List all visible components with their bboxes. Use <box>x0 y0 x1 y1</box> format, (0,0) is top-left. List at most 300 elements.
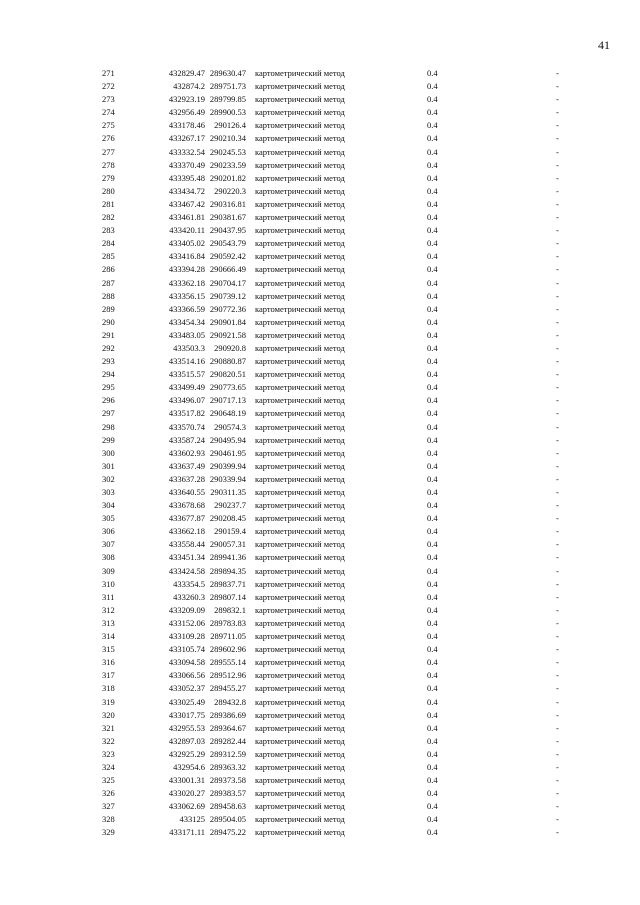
point-number-cell: 303 <box>102 487 115 497</box>
coordinate-x-cell: 433434.72 <box>168 185 205 196</box>
coordinate-x-cell: 433062.69 <box>168 801 205 812</box>
accuracy-cell: 0.4 <box>427 133 438 144</box>
table-row <box>0 198 640 211</box>
coordinate-x-cell: 433395.48 <box>168 172 205 183</box>
point-number-cell: 320 <box>102 709 115 720</box>
coordinate-x-cell: 433020.27 <box>168 788 205 799</box>
method-cell: картометрический метод <box>255 775 345 786</box>
method-cell: картометрический метод <box>255 683 345 694</box>
table-row <box>0 826 640 839</box>
coordinate-y-cell: 290717.13 <box>209 395 246 406</box>
accuracy-cell: 0.4 <box>427 225 438 236</box>
coordinate-x-cell: 432956.49 <box>168 107 205 118</box>
point-number-cell: 312 <box>102 604 115 615</box>
method-cell: картометрический метод <box>255 722 345 733</box>
note-cell: - <box>556 408 559 419</box>
coordinate-x-cell: 433503.3 <box>173 342 205 353</box>
accuracy-cell: 0.4 <box>427 473 438 484</box>
accuracy-cell: 0.4 <box>427 500 438 511</box>
accuracy-cell: 0.4 <box>427 120 438 131</box>
table-row <box>0 316 640 329</box>
note-cell: - <box>556 382 559 393</box>
point-number-cell: 317 <box>102 670 115 681</box>
table-row <box>0 774 640 787</box>
coordinate-x-cell: 433066.56 <box>168 670 205 681</box>
accuracy-cell: 0.4 <box>427 369 438 380</box>
point-number-cell: 298 <box>102 421 115 432</box>
table-row <box>0 368 640 381</box>
accuracy-cell: 0.4 <box>427 552 438 563</box>
point-number-cell: 289 <box>102 303 115 314</box>
coordinate-x-cell: 433570.74 <box>168 421 205 432</box>
note-cell: - <box>556 133 559 144</box>
point-number-cell: 283 <box>102 225 115 236</box>
method-cell: картометрический метод <box>255 735 345 746</box>
note-cell: - <box>556 120 559 131</box>
accuracy-cell: 0.4 <box>427 447 438 458</box>
method-cell: картометрический метод <box>255 421 345 432</box>
accuracy-cell: 0.4 <box>427 290 438 301</box>
coordinate-y-cell: 290339.94 <box>209 473 246 484</box>
coordinate-y-cell: 290159.4 <box>214 526 246 537</box>
note-cell: - <box>556 604 559 615</box>
coordinate-y-cell: 289312.59 <box>209 748 246 759</box>
coordinate-y-cell: 290057.31 <box>209 539 246 550</box>
method-cell: картометрический метод <box>255 670 345 681</box>
coordinate-y-cell: 290901.84 <box>209 316 246 327</box>
note-cell: - <box>556 395 559 406</box>
note-cell: - <box>556 290 559 301</box>
note-cell: - <box>556 670 559 681</box>
point-number-cell: 275 <box>102 120 115 131</box>
note-cell: - <box>556 434 559 445</box>
method-cell: картометрический метод <box>255 133 345 144</box>
note-cell: - <box>556 329 559 340</box>
table-row <box>0 591 640 604</box>
accuracy-cell: 0.4 <box>427 421 438 432</box>
table-row <box>0 263 640 276</box>
table-row <box>0 696 640 709</box>
method-cell: картометрический метод <box>255 460 345 471</box>
coordinate-y-cell: 290880.87 <box>209 356 246 367</box>
note-cell: - <box>556 172 559 183</box>
accuracy-cell: 0.4 <box>427 565 438 576</box>
method-cell: картометрический метод <box>255 238 345 249</box>
coordinate-x-cell: 433662.18 <box>168 526 205 537</box>
table-row <box>0 709 640 722</box>
coordinate-x-cell: 433461.81 <box>168 212 205 223</box>
coordinate-y-cell: 289373.58 <box>209 775 246 786</box>
note-cell: - <box>556 460 559 471</box>
table-row <box>0 342 640 355</box>
accuracy-cell: 0.4 <box>427 696 438 707</box>
note-cell: - <box>556 827 559 838</box>
point-number-cell: 280 <box>102 185 115 196</box>
method-cell: картометрический метод <box>255 212 345 223</box>
point-number-cell: 305 <box>102 513 115 524</box>
table-row <box>0 565 640 578</box>
note-cell: - <box>556 775 559 786</box>
coordinate-x-cell: 433416.84 <box>168 251 205 262</box>
accuracy-cell: 0.4 <box>427 604 438 615</box>
coordinate-y-cell: 290648.19 <box>209 408 246 419</box>
note-cell: - <box>556 81 559 92</box>
coordinate-y-cell: 290381.67 <box>209 212 246 223</box>
accuracy-cell: 0.4 <box>427 709 438 720</box>
accuracy-cell: 0.4 <box>427 68 438 78</box>
accuracy-cell: 0.4 <box>427 487 438 497</box>
accuracy-cell: 0.4 <box>427 94 438 105</box>
note-cell: - <box>556 68 559 78</box>
accuracy-cell: 0.4 <box>427 761 438 772</box>
accuracy-cell: 0.4 <box>427 722 438 733</box>
coordinate-x-cell: 433105.74 <box>168 644 205 655</box>
method-cell: картометрический метод <box>255 539 345 550</box>
accuracy-cell: 0.4 <box>427 408 438 419</box>
coordinate-x-cell: 432925.29 <box>168 748 205 759</box>
accuracy-cell: 0.4 <box>427 356 438 367</box>
coordinate-x-cell: 432954.6 <box>173 761 205 772</box>
method-cell: картометрический метод <box>255 251 345 262</box>
table-row <box>0 277 640 290</box>
table-row <box>0 643 640 656</box>
table-row <box>0 722 640 735</box>
point-number-cell: 272 <box>102 81 115 92</box>
table-row <box>0 761 640 774</box>
point-number-cell: 274 <box>102 107 115 118</box>
method-cell: картометрический метод <box>255 369 345 380</box>
note-cell: - <box>556 539 559 550</box>
coordinate-x-cell: 432923.19 <box>168 94 205 105</box>
method-cell: картометрический метод <box>255 578 345 589</box>
point-number-cell: 278 <box>102 159 115 170</box>
point-number-cell: 301 <box>102 460 115 471</box>
coordinate-x-cell: 432955.53 <box>168 722 205 733</box>
note-cell: - <box>556 644 559 655</box>
table-row <box>0 748 640 761</box>
method-cell: картометрический метод <box>255 264 345 275</box>
method-cell: картометрический метод <box>255 68 345 78</box>
table-row <box>0 185 640 198</box>
table-row <box>0 551 640 564</box>
table-row <box>0 159 640 172</box>
point-number-cell: 326 <box>102 788 115 799</box>
method-cell: картометрический метод <box>255 604 345 615</box>
point-number-cell: 325 <box>102 775 115 786</box>
coordinate-y-cell: 289941.36 <box>209 552 246 563</box>
note-cell: - <box>556 748 559 759</box>
accuracy-cell: 0.4 <box>427 657 438 668</box>
table-row <box>0 669 640 682</box>
table-row <box>0 290 640 303</box>
note-cell: - <box>556 709 559 720</box>
table-row <box>0 329 640 342</box>
accuracy-cell: 0.4 <box>427 316 438 327</box>
point-number-cell: 316 <box>102 657 115 668</box>
coordinate-y-cell: 290704.17 <box>209 277 246 288</box>
coordinate-y-cell: 289807.14 <box>209 591 246 602</box>
note-cell: - <box>556 526 559 537</box>
coordinate-y-cell: 290245.53 <box>209 146 246 157</box>
accuracy-cell: 0.4 <box>427 212 438 223</box>
method-cell: картометрический метод <box>255 81 345 92</box>
coordinate-x-cell: 433514.16 <box>168 356 205 367</box>
coordinate-y-cell: 290921.58 <box>209 329 246 340</box>
accuracy-cell: 0.4 <box>427 277 438 288</box>
note-cell: - <box>556 212 559 223</box>
method-cell: картометрический метод <box>255 146 345 157</box>
note-cell: - <box>556 565 559 576</box>
coordinate-y-cell: 290437.95 <box>209 225 246 236</box>
method-cell: картометрический метод <box>255 748 345 759</box>
coordinate-y-cell: 289383.57 <box>209 788 246 799</box>
method-cell: картометрический метод <box>255 395 345 406</box>
point-number-cell: 273 <box>102 94 115 105</box>
point-number-cell: 292 <box>102 342 115 353</box>
point-number-cell: 285 <box>102 251 115 262</box>
note-cell: - <box>556 238 559 249</box>
note-cell: - <box>556 487 559 497</box>
table-row <box>0 630 640 643</box>
coordinate-x-cell: 433483.05 <box>168 329 205 340</box>
coordinate-x-cell: 433362.18 <box>168 277 205 288</box>
coordinate-y-cell: 289894.35 <box>209 565 246 576</box>
table-row <box>0 800 640 813</box>
method-cell: картометрический метод <box>255 814 345 825</box>
coordinate-y-cell: 289832.1 <box>214 604 246 615</box>
table-row <box>0 787 640 800</box>
accuracy-cell: 0.4 <box>427 513 438 524</box>
point-number-cell: 286 <box>102 264 115 275</box>
point-number-cell: 276 <box>102 133 115 144</box>
point-number-cell: 319 <box>102 696 115 707</box>
coordinate-x-cell: 433094.58 <box>168 657 205 668</box>
method-cell: картометрический метод <box>255 513 345 524</box>
coordinate-y-cell: 289900.53 <box>209 107 246 118</box>
accuracy-cell: 0.4 <box>427 198 438 209</box>
accuracy-cell: 0.4 <box>427 801 438 812</box>
table-row <box>0 303 640 316</box>
accuracy-cell: 0.4 <box>427 578 438 589</box>
accuracy-cell: 0.4 <box>427 670 438 681</box>
coordinate-y-cell: 290237.7 <box>214 500 246 511</box>
coordinate-y-cell: 289363.32 <box>209 761 246 772</box>
method-cell: картометрический метод <box>255 565 345 576</box>
coordinate-x-cell: 432897.03 <box>168 735 205 746</box>
method-cell: картометрический метод <box>255 447 345 458</box>
coordinate-y-cell: 290233.59 <box>209 159 246 170</box>
point-number-cell: 327 <box>102 801 115 812</box>
point-number-cell: 271 <box>102 68 115 78</box>
method-cell: картометрический метод <box>255 290 345 301</box>
table-row <box>0 132 640 145</box>
coordinate-x-cell: 433394.28 <box>168 264 205 275</box>
table-row <box>0 237 640 250</box>
coordinate-x-cell: 433637.28 <box>168 473 205 484</box>
point-number-cell: 318 <box>102 683 115 694</box>
note-cell: - <box>556 94 559 105</box>
coordinate-y-cell: 289364.67 <box>209 722 246 733</box>
point-number-cell: 310 <box>102 578 115 589</box>
note-cell: - <box>556 185 559 196</box>
method-cell: картометрический метод <box>255 500 345 511</box>
coordinate-y-cell: 289751.73 <box>209 81 246 92</box>
accuracy-cell: 0.4 <box>427 591 438 602</box>
coordinate-y-cell: 290574.3 <box>214 421 246 432</box>
accuracy-cell: 0.4 <box>427 788 438 799</box>
table-row <box>0 578 640 591</box>
coordinate-x-cell: 433424.58 <box>168 565 205 576</box>
method-cell: картометрический метод <box>255 657 345 668</box>
method-cell: картометрический метод <box>255 172 345 183</box>
coordinate-x-cell: 433001.31 <box>168 775 205 786</box>
point-number-cell: 300 <box>102 447 115 458</box>
accuracy-cell: 0.4 <box>427 342 438 353</box>
accuracy-cell: 0.4 <box>427 107 438 118</box>
note-cell: - <box>556 473 559 484</box>
coordinate-y-cell: 289602.96 <box>209 644 246 655</box>
method-cell: картометрический метод <box>255 801 345 812</box>
accuracy-cell: 0.4 <box>427 395 438 406</box>
point-number-cell: 293 <box>102 356 115 367</box>
coordinate-x-cell: 432829.47 <box>168 68 205 78</box>
coordinate-y-cell: 290543.79 <box>209 238 246 249</box>
table-row <box>0 525 640 538</box>
note-cell: - <box>556 591 559 602</box>
coordinate-x-cell: 433354.5 <box>173 578 205 589</box>
coordinate-y-cell: 290739.12 <box>209 290 246 301</box>
method-cell: картометрический метод <box>255 788 345 799</box>
point-number-cell: 309 <box>102 565 115 576</box>
method-cell: картометрический метод <box>255 526 345 537</box>
point-number-cell: 288 <box>102 290 115 301</box>
method-cell: картометрический метод <box>255 94 345 105</box>
point-number-cell: 290 <box>102 316 115 327</box>
coordinate-x-cell: 433152.06 <box>168 617 205 628</box>
table-row <box>0 473 640 486</box>
coordinate-y-cell: 290592.42 <box>209 251 246 262</box>
accuracy-cell: 0.4 <box>427 382 438 393</box>
table-row <box>0 499 640 512</box>
coordinate-x-cell: 433332.54 <box>168 146 205 157</box>
coordinate-y-cell: 290201.82 <box>209 172 246 183</box>
table-row <box>0 146 640 159</box>
table-row <box>0 735 640 748</box>
point-number-cell: 282 <box>102 212 115 223</box>
point-number-cell: 329 <box>102 827 115 838</box>
point-number-cell: 323 <box>102 748 115 759</box>
note-cell: - <box>556 631 559 642</box>
point-number-cell: 306 <box>102 526 115 537</box>
note-cell: - <box>556 735 559 746</box>
point-number-cell: 322 <box>102 735 115 746</box>
note-cell: - <box>556 447 559 458</box>
coordinate-y-cell: 289432.8 <box>214 696 246 707</box>
coordinate-x-cell: 433171.11 <box>169 827 205 838</box>
point-number-cell: 324 <box>102 761 115 772</box>
table-row <box>0 682 640 695</box>
coordinate-x-cell: 433109.28 <box>168 631 205 642</box>
method-cell: картометрический метод <box>255 709 345 720</box>
point-number-cell: 304 <box>102 500 115 511</box>
accuracy-cell: 0.4 <box>427 460 438 471</box>
coordinate-y-cell: 289837.71 <box>209 578 246 589</box>
table-row <box>0 67 640 80</box>
method-cell: картометрический метод <box>255 185 345 196</box>
coordinate-y-cell: 289555.14 <box>209 657 246 668</box>
method-cell: картометрический метод <box>255 434 345 445</box>
coordinate-x-cell: 433260.3 <box>173 591 205 602</box>
note-cell: - <box>556 513 559 524</box>
accuracy-cell: 0.4 <box>427 683 438 694</box>
note-cell: - <box>556 264 559 275</box>
note-cell: - <box>556 159 559 170</box>
note-cell: - <box>556 316 559 327</box>
method-cell: картометрический метод <box>255 408 345 419</box>
coordinate-y-cell: 289711.05 <box>210 631 246 642</box>
accuracy-cell: 0.4 <box>427 81 438 92</box>
coordinate-y-cell: 289504.05 <box>209 814 246 825</box>
coordinate-x-cell: 433451.34 <box>168 552 205 563</box>
table-row <box>0 538 640 551</box>
point-number-cell: 297 <box>102 408 115 419</box>
coordinate-x-cell: 433640.55 <box>168 487 205 497</box>
method-cell: картометрический метод <box>255 827 345 838</box>
coordinate-x-cell: 433025.49 <box>168 696 205 707</box>
coordinate-x-cell: 433178.46 <box>168 120 205 131</box>
coordinate-x-cell: 433558.44 <box>168 539 205 550</box>
note-cell: - <box>556 303 559 314</box>
coordinate-x-cell: 432874.2 <box>173 81 205 92</box>
coordinate-y-cell: 289630.47 <box>209 68 246 78</box>
coordinate-y-cell: 290316.81 <box>209 198 246 209</box>
note-cell: - <box>556 617 559 628</box>
method-cell: картометрический метод <box>255 487 345 497</box>
note-cell: - <box>556 578 559 589</box>
method-cell: картометрический метод <box>255 342 345 353</box>
point-number-cell: 313 <box>102 617 115 628</box>
coordinate-x-cell: 433356.15 <box>168 290 205 301</box>
coordinate-y-cell: 289783.83 <box>209 617 246 628</box>
coordinate-x-cell: 433366.59 <box>168 303 205 314</box>
coordinate-x-cell: 433052.37 <box>168 683 205 694</box>
method-cell: картометрический метод <box>255 225 345 236</box>
accuracy-cell: 0.4 <box>427 434 438 445</box>
coordinate-x-cell: 433467.42 <box>168 198 205 209</box>
accuracy-cell: 0.4 <box>427 631 438 642</box>
coordinate-y-cell: 290220.3 <box>214 185 246 196</box>
accuracy-cell: 0.4 <box>427 251 438 262</box>
coordinate-y-cell: 290461.95 <box>209 447 246 458</box>
note-cell: - <box>556 225 559 236</box>
note-cell: - <box>556 696 559 707</box>
accuracy-cell: 0.4 <box>427 775 438 786</box>
table-row <box>0 813 640 826</box>
coordinate-x-cell: 433017.75 <box>168 709 205 720</box>
note-cell: - <box>556 500 559 511</box>
note-cell: - <box>556 814 559 825</box>
table-row <box>0 250 640 263</box>
coordinate-x-cell: 433677.87 <box>168 513 205 524</box>
coordinate-y-cell: 290495.94 <box>209 434 246 445</box>
accuracy-cell: 0.4 <box>427 539 438 550</box>
method-cell: картометрический метод <box>255 617 345 628</box>
coordinate-x-cell: 433370.49 <box>168 159 205 170</box>
note-cell: - <box>556 761 559 772</box>
table-row <box>0 394 640 407</box>
note-cell: - <box>556 277 559 288</box>
method-cell: картометрический метод <box>255 631 345 642</box>
